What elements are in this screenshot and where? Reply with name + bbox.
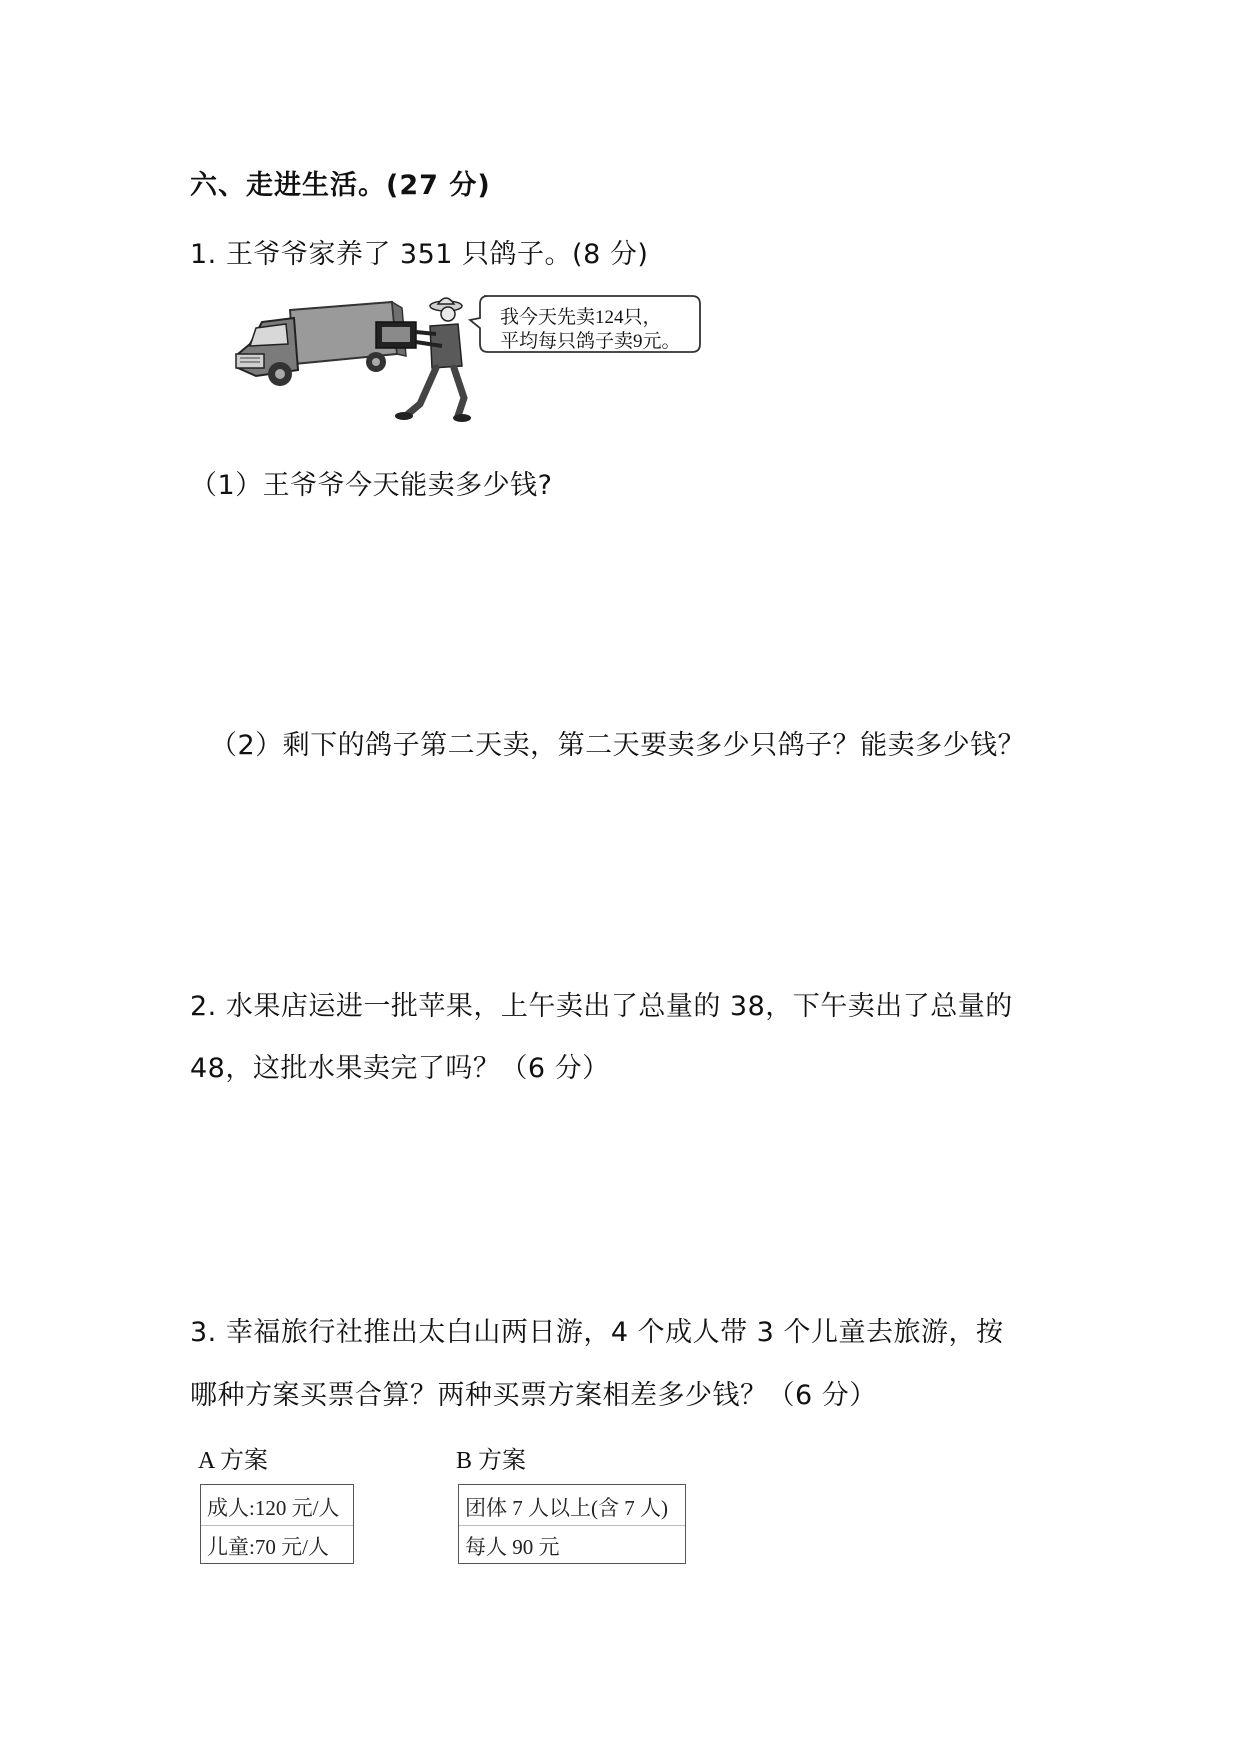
question-2-line-2: 48，这批水果卖完了吗？（6 分） (190, 1053, 610, 1084)
speech-bubble-line-1: 我今天先卖124只， (500, 307, 662, 328)
speech-bubble-line-2: 平均每只鸽子卖9元。 (500, 331, 681, 352)
plan-b-price: 每人 90 元 (465, 1535, 560, 1559)
plan-a-divider (201, 1525, 353, 1526)
question-3-line-1: 3. 幸福旅行社推出太白山两日游，4 个成人带 3 个儿童去旅游，按 (190, 1317, 1004, 1348)
plan-b-box (458, 1484, 686, 1564)
plan-a-adult-price: 成人:120 元/人 (207, 1496, 340, 1520)
plan-b-label: B 方案 (456, 1448, 527, 1474)
question-1-text: 1. 王爷爷家养了 351 只鸽子。(8 分) (190, 239, 649, 270)
plan-a-label: A 方案 (198, 1448, 269, 1474)
question-1-part-2: （2）剩下的鸽子第二天卖，第二天要卖多少只鸽子？能卖多少钱？ (210, 730, 1026, 761)
plan-b-divider (459, 1525, 685, 1526)
section-title: 六、走进生活。(27 分) (190, 170, 491, 201)
plan-a-child-price: 儿童:70 元/人 (207, 1535, 329, 1559)
question-2-line-1: 2. 水果店运进一批苹果，上午卖出了总量的 38，下午卖出了总量的 (190, 991, 1013, 1022)
question-1-part-1: （1）王爷爷今天能卖多少钱? (190, 470, 553, 501)
plan-a-box (200, 1484, 354, 1564)
pigeon-seller-illustration (232, 292, 732, 432)
plan-b-group-condition: 团体 7 人以上(含 7 人) (465, 1496, 668, 1520)
question-3-line-2: 哪种方案买票合算？两种买票方案相差多少钱？（6 分） (190, 1380, 877, 1411)
